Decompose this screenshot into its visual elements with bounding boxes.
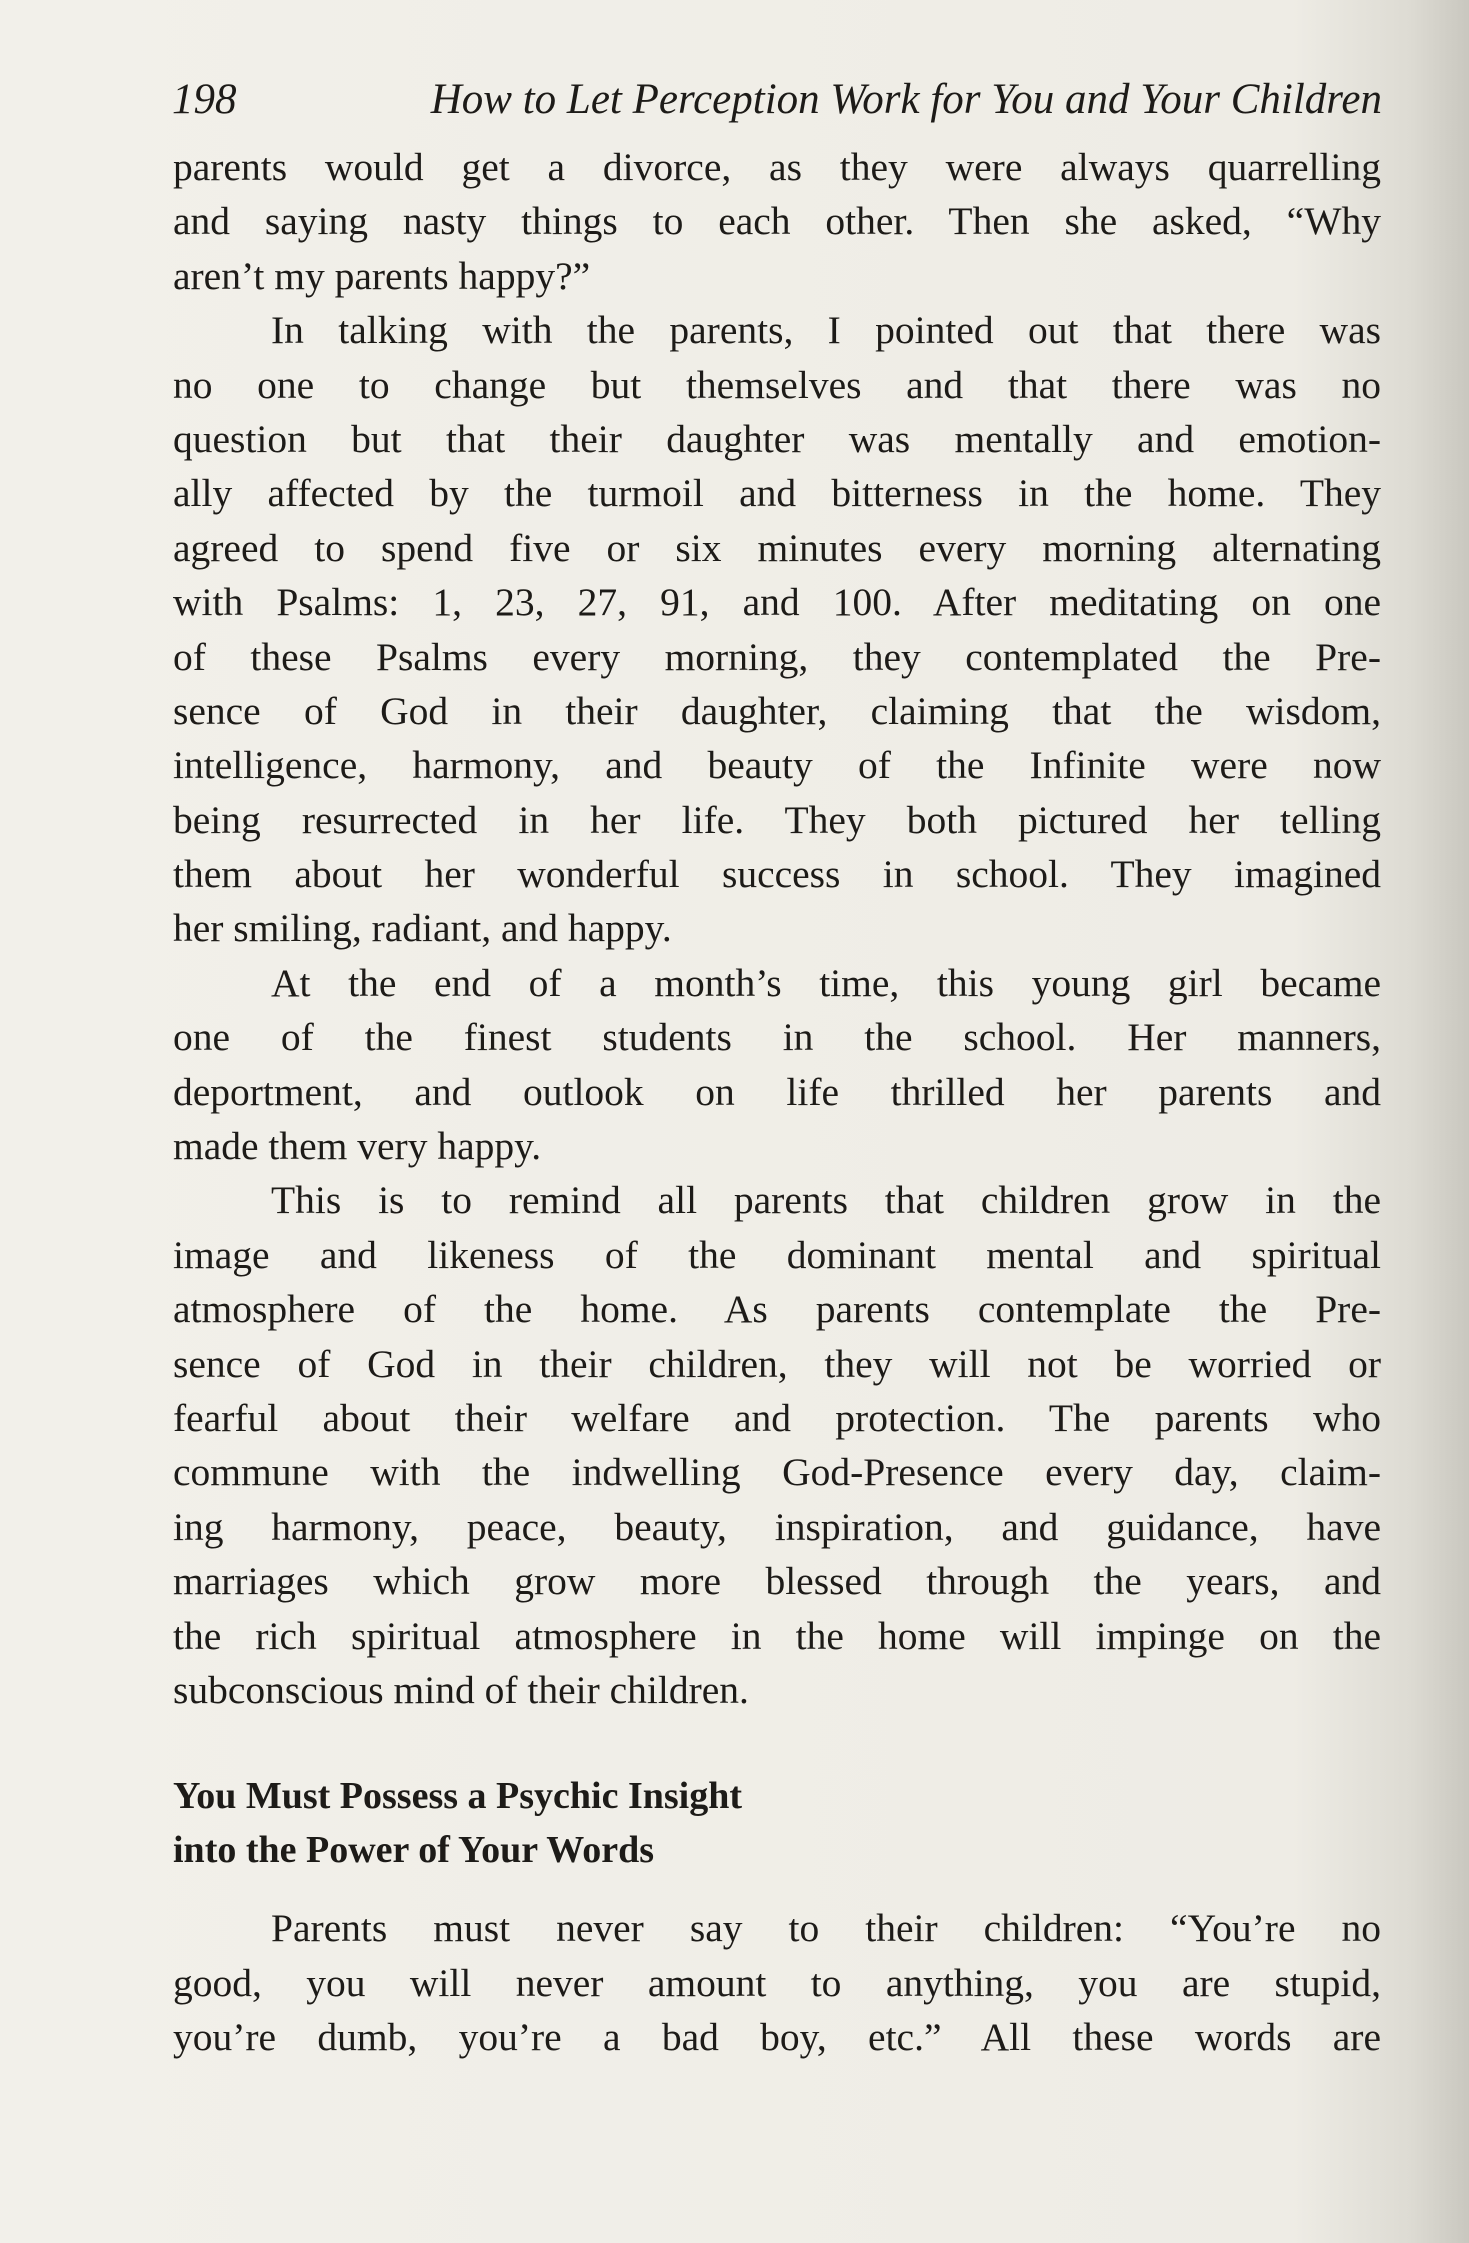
text-line: being resurrected in her life. They both pictured her telling xyxy=(173,797,1381,842)
paragraph-5 xyxy=(173,1901,1381,2064)
text-line: her smiling, radiant, and happy. xyxy=(173,906,672,951)
paragraph-4 xyxy=(173,1173,1381,1717)
text-line: atmosphere of the home. As parents contemplate the Pre- xyxy=(173,1287,1381,1332)
text-line: them about her wonderful success in school. They imagined xyxy=(173,852,1381,897)
text-line: no one to change but themselves and that there was no xyxy=(173,362,1381,407)
running-head xyxy=(172,70,1382,130)
text-line: good, you will never amount to anything, you are stupid, xyxy=(173,1960,1381,2005)
text-line: the rich spiritual atmosphere in the home will impinge on the xyxy=(173,1613,1381,1658)
paragraph-1 xyxy=(173,140,1381,303)
body-text xyxy=(173,140,1381,2065)
text-line: ally affected by the turmoil and bitterness in the home. They xyxy=(173,471,1381,516)
text-line: one of the finest students in the school. Her manners, xyxy=(173,1015,1381,1060)
text-line: parents would get a divorce, as they were always quarrelling xyxy=(173,145,1381,189)
text-line: At the end of a month’s time, this young girl became xyxy=(271,960,1381,1005)
page-number: 198 xyxy=(172,76,237,123)
text-line: fearful about their welfare and protection. The parents who xyxy=(173,1395,1381,1440)
text-line: sence of God in their daughter, claiming that the wisdom, xyxy=(173,688,1381,733)
text-line: intelligence, harmony, and beauty of the Infinite were now xyxy=(173,743,1381,788)
text-line: commune with the indwelling God-Presence every day, claim- xyxy=(173,1450,1381,1495)
paragraph-3 xyxy=(173,956,1381,1174)
running-title: How to Let Perception Work for You and Your Children xyxy=(430,76,1382,123)
section-heading-line: into the Power of Your Words xyxy=(173,1829,654,1872)
text-line: marriages which grow more blessed through the years, and xyxy=(173,1559,1381,1604)
text-line: sence of God in their children, they will not be worried or xyxy=(173,1341,1381,1386)
text-line: question but that their daughter was mentally and emotion- xyxy=(173,416,1381,461)
section-heading-line: You Must Possess a Psychic Insight xyxy=(173,1775,743,1818)
text-line: image and likeness of the dominant mental and spiritual xyxy=(173,1232,1381,1277)
text-line: This is to remind all parents that children grow in the xyxy=(271,1178,1381,1223)
text-line: aren’t my parents happy?” xyxy=(173,253,591,298)
text-line: you’re dumb, you’re a bad boy, etc.” All these words are xyxy=(173,2015,1381,2060)
text-line: ing harmony, peace, beauty, inspiration, and guidance, have xyxy=(173,1504,1381,1549)
text-line: made them very happy. xyxy=(173,1124,542,1169)
text-line: Parents must never say to their children: “You’re no xyxy=(271,1906,1381,1951)
text-line: agreed to spend five or six minutes every morning alternating xyxy=(173,525,1381,570)
text-line: with Psalms: 1, 23, 27, 91, and 100. After meditating on one xyxy=(173,580,1381,625)
text-line: deportment, and outlook on life thrilled her parents and xyxy=(173,1069,1381,1114)
section-heading xyxy=(173,1769,1381,1877)
text-line: and saying nasty things to each other. Then she asked, “Why xyxy=(173,199,1381,244)
text-line: In talking with the parents, I pointed out that there was xyxy=(271,308,1381,353)
text-line: of these Psalms every morning, they contemplated the Pre- xyxy=(173,634,1381,679)
paragraph-2 xyxy=(173,303,1381,956)
text-line: subconscious mind of their children. xyxy=(173,1667,749,1712)
